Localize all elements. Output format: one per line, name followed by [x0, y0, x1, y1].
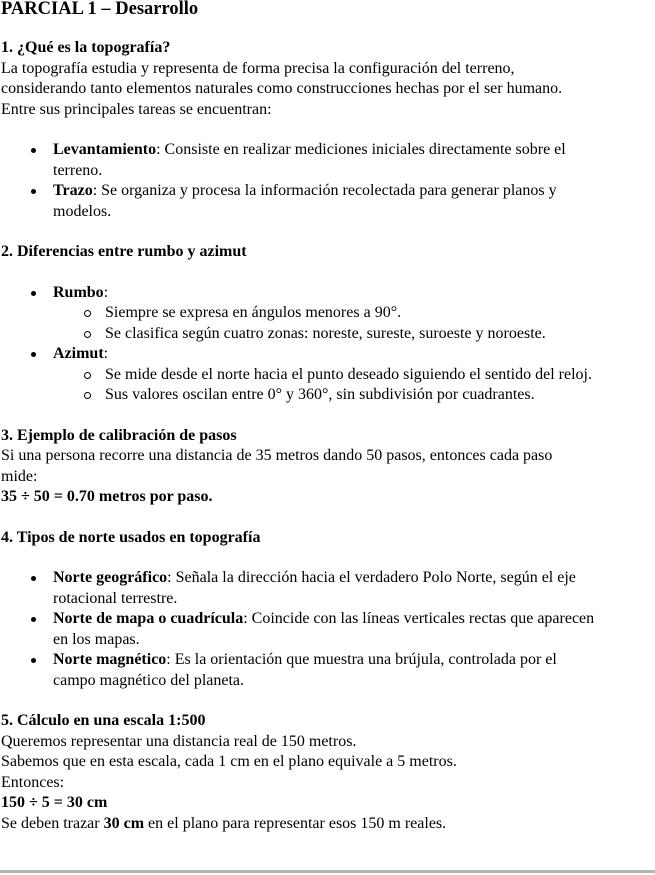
azimut-sublist: [1, 365, 653, 406]
term-norte-mapa: Norte de mapa o cuadrícula: [53, 610, 244, 627]
section-5-heading: 5. Cálculo en una escala 1:500: [1, 712, 206, 729]
bullet-icon: [31, 352, 36, 357]
hollow-bullet-icon: [84, 331, 91, 338]
definition-norte-geografico-line-1: : Señala la dirección hacia el verdadero Polo Norte, según el eje: [167, 569, 576, 586]
section-4-heading: 4. Tipos de norte usados en topografía: [1, 528, 261, 546]
definition-trazo-line-1: : Se organiza y procesa la información recolectada para generar planos y: [92, 182, 557, 199]
section-2-list: [1, 283, 653, 406]
definition-norte-magnetico-line-2: campo magnético del planeta.: [53, 671, 245, 689]
conclusion-post: en el plano para representar esos 150 m reales.: [144, 814, 447, 832]
definition-trazo-line-2: modelos.: [53, 202, 112, 220]
document-title: PARCIAL 1 – Desarrollo: [1, 0, 199, 19]
definition-norte-mapa-line-1: : Coincide con las líneas verticales rectas que aparecen: [243, 610, 595, 627]
bullet-icon: [31, 658, 36, 663]
bullet-icon: [31, 291, 36, 296]
section-5-paragraph-line-2: Sabemos que en esta escala, cada 1 cm en el plano equivale a 5 metros.: [1, 753, 457, 770]
section-rumbo-azimut: [1, 242, 653, 406]
section-2-heading: 2. Diferencias entre rumbo y azimut: [1, 243, 247, 260]
section-4-list: [1, 568, 653, 691]
term-norte-magnetico: Norte magnético: [53, 651, 167, 668]
section-1-list: [1, 140, 653, 222]
definition-norte-geografico-line-2: rotacional terrestre.: [53, 589, 178, 607]
document-content: [1, 38, 653, 834]
section-5-calculation: 150 ÷ 5 = 30 cm: [1, 794, 108, 811]
term-rumbo-colon: :: [103, 283, 109, 301]
section-escala: [1, 711, 653, 834]
bullet-icon: [31, 617, 36, 622]
section-1-paragraph-line-1: La topografía estudia y representa de forma precisa la configuración del terreno,: [1, 59, 515, 77]
term-azimut-colon: :: [103, 345, 109, 362]
definition-levantamiento-line-1: : Consiste en realizar mediciones iniciales directamente sobre el: [156, 141, 566, 158]
section-1-paragraph-line-3: Entre sus principales tareas se encuentran:: [1, 100, 272, 118]
hollow-bullet-icon: [84, 372, 91, 379]
list-item-trazo: [1, 181, 653, 222]
section-3-heading: 3. Ejemplo de calibración de pasos: [1, 426, 237, 444]
term-trazo: Trazo: [53, 182, 93, 199]
term-azimut: Azimut: [53, 345, 104, 362]
rumbo-sublist: [1, 303, 653, 344]
page-bottom-divider: [0, 870, 655, 873]
list-item-norte-mapa: [1, 609, 653, 650]
section-tipos-norte: [1, 528, 653, 692]
section-3-paragraph-line-1: Si una persona recorre una distancia de 35 metros dando 50 pasos, entonces cada paso: [1, 447, 553, 464]
term-norte-geografico: Norte geográfico: [53, 569, 168, 586]
sublist-item: [1, 324, 653, 345]
section-topografia: [1, 38, 653, 222]
conclusion-bold-value: 30 cm: [103, 814, 145, 832]
term-rumbo: Rumbo: [53, 283, 104, 301]
list-item-rumbo: [1, 283, 653, 345]
definition-norte-magnetico-line-1: : Es la orientación que muestra una brújula, controlada por el: [166, 651, 557, 668]
section-5-conclusion: [1, 814, 653, 835]
sublist-item-text: Se mide desde el norte hacia el punto deseado siguiendo el sentido del reloj.: [105, 365, 592, 383]
definition-norte-mapa-line-2: en los mapas.: [53, 630, 140, 648]
list-item-azimut: [1, 344, 653, 406]
sublist-item: [1, 385, 653, 406]
list-item-norte-magnetico: [1, 650, 653, 691]
sublist-item-text: Sus valores oscilan entre 0° y 360°, sin subdivisión por cuadrantes.: [105, 386, 535, 403]
hollow-bullet-icon: [84, 310, 91, 317]
term-levantamiento: Levantamiento: [53, 141, 157, 158]
section-3-result: 35 ÷ 50 = 0.70 metros por paso.: [1, 488, 213, 505]
list-item-norte-geografico: [1, 568, 653, 609]
section-5-paragraph-line-1: Queremos representar una distancia real de 150 metros.: [1, 732, 357, 750]
conclusion-pre: Se deben trazar: [1, 814, 104, 832]
bullet-icon: [31, 148, 36, 153]
section-calibracion-pasos: [1, 426, 653, 508]
bullet-icon: [31, 576, 36, 581]
list-item-levantamiento: [1, 140, 653, 181]
section-3-paragraph-line-2: mide:: [1, 467, 38, 485]
section-1-paragraph-line-2: considerando tanto elementos naturales como construcciones hechas por el ser humano.: [1, 80, 563, 97]
sublist-item: [1, 303, 653, 324]
definition-levantamiento-line-2: terreno.: [53, 161, 103, 179]
section-1-heading: 1. ¿Qué es la topografía?: [1, 39, 171, 56]
sublist-item-text: Siempre se expresa en ángulos menores a 90°.: [105, 304, 402, 321]
section-5-paragraph-line-3: Entonces:: [1, 773, 65, 791]
sublist-item-text: Se clasifica según cuatro zonas: noreste, sureste, suroeste y noroeste.: [105, 324, 546, 342]
sublist-item: [1, 365, 653, 386]
bullet-icon: [31, 189, 36, 194]
hollow-bullet-icon: [84, 392, 91, 399]
